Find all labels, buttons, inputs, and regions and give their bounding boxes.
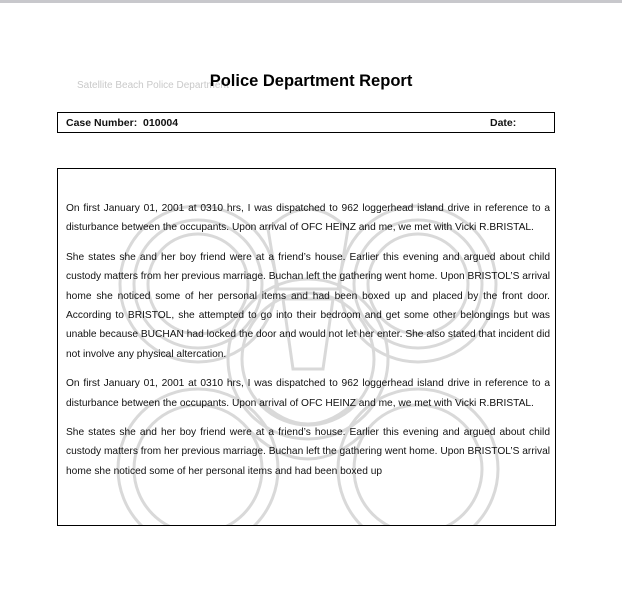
- case-number-label: Case Number:: [66, 117, 138, 129]
- report-paragraph: She states she and her boy friend were at a friend’s house. Earlier this evening and argued about child custody matters from her previous marriage. Buchan left the gathering went home. Upon BRISTOL’S arrival home she noticed some of her personal items and had been boxed up and placed by the front door. According to BRISTOL, she attempted to go into their bedroom and get some other belongings but was unable because BUCHAN had locked the door and would not let her enter. She also stated that incident did not involve any physical altercation.: [66, 251, 550, 360]
- date-field: [490, 117, 516, 129]
- page-title: Police Department Report: [209, 72, 413, 90]
- report-paragraph: On first January 01, 2001 at 0310 hrs, I was dispatched to 962 loggerhead island drive in reference to a disturbance between the occupants. Upon arrival of OFC HEINZ and me, we met with Vicki R.BRISTAL.: [66, 203, 550, 234]
- watermark-text: Satellite Beach Police Department: [77, 80, 229, 91]
- date-label: Date:: [490, 117, 517, 129]
- top-divider: [0, 0, 622, 3]
- case-number: [66, 117, 178, 129]
- report-text: [66, 199, 550, 491]
- case-info-box: [57, 112, 555, 133]
- report-paragraph: She states she and her boy friend were at a friend’s house. Earlier this evening and argued about child custody matters from her previous marriage. Buchan left the gathering went home. Upon BRISTOL’S arrival home she noticed some of her personal items and had been boxed up: [66, 427, 550, 477]
- case-number-value: 010004: [143, 117, 179, 129]
- report-body-box: [57, 168, 556, 526]
- report-paragraph: On first January 01, 2001 at 0310 hrs, I was dispatched to 962 loggerhead island drive in reference to a disturbance between the occupants. Upon arrival of OFC HEINZ and me, we met with Vicki R.BRISTAL.: [66, 378, 550, 409]
